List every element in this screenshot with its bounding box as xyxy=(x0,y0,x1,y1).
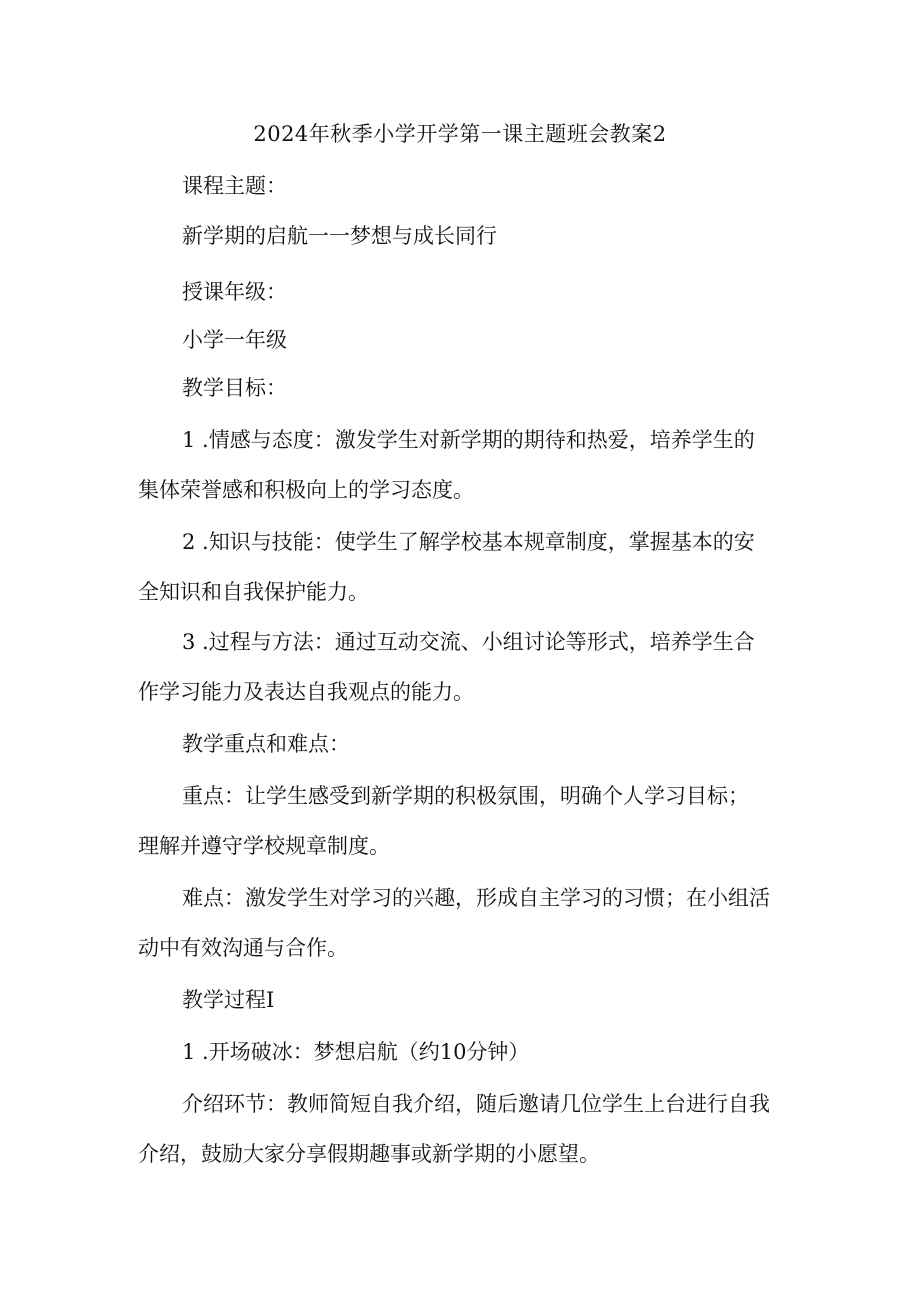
difficulty-line-1: 难点：激发学生对学习的兴趣，形成自主学习的习惯；在小组活 xyxy=(182,886,770,910)
intro-line-1: 介绍环节：教师简短自我介绍，随后邀请几位学生上台进行自我 xyxy=(182,1092,770,1116)
heading-key-points: 教学重点和难点： xyxy=(182,732,350,756)
objective-3-line-2: 作学习能力及表达自我观点的能力。 xyxy=(138,680,474,704)
intro-line-2: 介绍，鼓励大家分享假期趣事或新学期的小愿望。 xyxy=(138,1142,600,1166)
objective-2-line-1: 2 .知识与技能：使学生了解学校基本规章制度，掌握基本的安 xyxy=(182,530,755,554)
key-point-line-2: 理解并遵守学校规章制度。 xyxy=(138,834,390,858)
objective-3-line-1: 3 .过程与方法：通过互动交流、小组讨论等形式，培养学生合 xyxy=(182,630,755,654)
difficulty-line-2: 动中有效沟通与合作。 xyxy=(138,936,348,960)
heading-grade: 授课年级： xyxy=(182,280,287,304)
objective-1-line-1: 1 .情感与态度：激发学生对新学期的期待和热爱，培养学生的 xyxy=(182,428,755,452)
objective-1-line-2: 集体荣誉感和积极向上的学习态度。 xyxy=(138,478,474,502)
course-topic-text: 新学期的启航一一梦想与成长同行 xyxy=(182,224,497,248)
objective-2-line-2: 全知识和自我保护能力。 xyxy=(138,580,369,604)
heading-objectives: 教学目标： xyxy=(182,376,287,400)
process-step-1: 1 .开场破冰：梦想启航（约10分钟） xyxy=(182,1040,530,1064)
grade-text: 小学一年级 xyxy=(182,328,287,352)
heading-course-topic: 课程主题： xyxy=(182,174,287,198)
key-point-line-1: 重点：让学生感受到新学期的积极氛围，明确个人学习目标； xyxy=(182,784,749,808)
document-title: 2024年秋季小学开学第一课主题班会教案2 xyxy=(253,122,667,146)
heading-process: 教学过程I xyxy=(182,988,275,1012)
